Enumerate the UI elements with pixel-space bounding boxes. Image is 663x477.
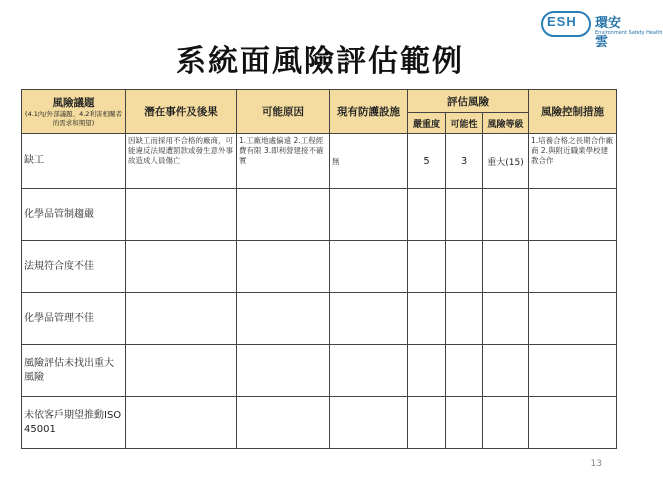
control-cell: [529, 397, 617, 449]
logo-subtitle: Environment Safety Health: [595, 30, 663, 36]
existing-cell: [330, 189, 408, 241]
risk-level-cell: [483, 397, 529, 449]
header-issue: 風險議題 (4.1內/外部議題、4.2利害相關者的需求和期望): [22, 90, 126, 134]
severity-cell: [408, 189, 446, 241]
control-cell: [529, 293, 617, 345]
cause-cell: [237, 397, 330, 449]
severity-cell: [408, 293, 446, 345]
existing-cell: [330, 241, 408, 293]
header-risk-assessment: 評估風險: [408, 90, 529, 113]
header-severity: 嚴重度: [408, 113, 446, 134]
consequence-cell: [126, 241, 237, 293]
control-cell: 1.培養合格之長期合作廠商 2.與附近職業學校建教合作: [529, 134, 617, 189]
header-issue-note: (4.1內/外部議題、4.2利害相關者的需求和期望): [25, 110, 122, 127]
header-cause: 可能原因: [237, 90, 330, 134]
page-title: 系統面風險評估範例: [176, 44, 464, 79]
likelihood-cell: 3: [446, 134, 483, 189]
risk-assessment-table: [21, 89, 617, 449]
consequence-cell: [126, 189, 237, 241]
consequence-cell: [126, 397, 237, 449]
issue-cell: 化學品管制趨嚴: [22, 189, 126, 241]
table-row: [22, 345, 617, 397]
cause-cell: 1.工廠地處偏遠 2.工程經費有限 3.即利營建接不確實: [237, 134, 330, 189]
likelihood-cell: [446, 241, 483, 293]
table-row: [22, 397, 617, 449]
cause-cell: [237, 345, 330, 397]
severity-cell: [408, 345, 446, 397]
severity-cell: 5: [408, 134, 446, 189]
severity-cell: [408, 397, 446, 449]
issue-cell: 缺工: [22, 134, 126, 189]
likelihood-cell: [446, 397, 483, 449]
control-cell: [529, 241, 617, 293]
table-row: [22, 189, 617, 241]
issue-cell: 風險評估未找出重大風險: [22, 345, 126, 397]
logo-mark: ESH: [547, 14, 577, 29]
existing-cell: [330, 293, 408, 345]
logo-name: 環安雲: [595, 16, 622, 50]
risk-level-cell: [483, 189, 529, 241]
header-risk-level: 風險等級: [483, 113, 529, 134]
consequence-cell: 因缺工而採用不合格的廠商，可能違反法規遭罰款或發生意外事故造成人員傷亡: [126, 134, 237, 189]
risk-level-cell: [483, 241, 529, 293]
risk-level-cell: [483, 345, 529, 397]
issue-cell: 化學品管理不佳: [22, 293, 126, 345]
control-cell: [529, 189, 617, 241]
likelihood-cell: [446, 189, 483, 241]
header-likelihood: 可能性: [446, 113, 483, 134]
risk-level-cell: 重大(15): [483, 134, 529, 189]
table-row: [22, 293, 617, 345]
severity-cell: [408, 241, 446, 293]
header-existing-protection: 現有防護設施: [330, 90, 408, 134]
cause-cell: [237, 189, 330, 241]
table-row: [22, 134, 617, 189]
existing-cell: [330, 397, 408, 449]
existing-cell: [330, 345, 408, 397]
cause-cell: [237, 241, 330, 293]
likelihood-cell: [446, 293, 483, 345]
page-number: 13: [590, 459, 602, 469]
header-consequence: 潛在事件及後果: [126, 90, 237, 134]
existing-cell: 無: [330, 134, 408, 189]
header-risk-control: 風險控制措施: [529, 90, 617, 134]
issue-cell: 未依客戶期望推動ISO 45001: [22, 397, 126, 449]
consequence-cell: [126, 293, 237, 345]
risk-level-cell: [483, 293, 529, 345]
control-cell: [529, 345, 617, 397]
table-row: [22, 241, 617, 293]
cause-cell: [237, 293, 330, 345]
likelihood-cell: [446, 345, 483, 397]
consequence-cell: [126, 345, 237, 397]
issue-cell: 法規符合度不佳: [22, 241, 126, 293]
